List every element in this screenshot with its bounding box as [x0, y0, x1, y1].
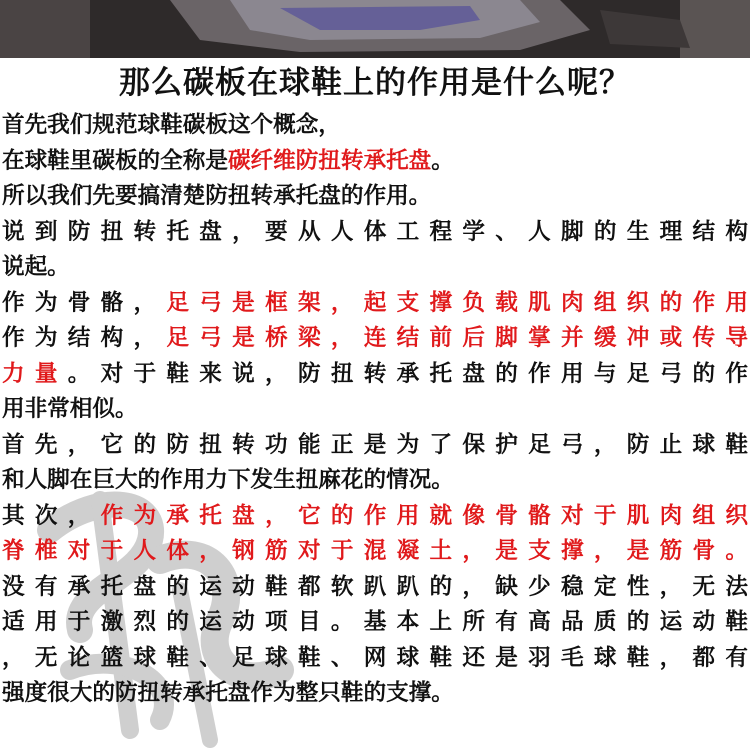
text-line	[2, 286, 748, 322]
text-line	[2, 428, 748, 464]
body-text-segment: 作为骨骼，	[2, 289, 167, 316]
text-line	[2, 499, 748, 535]
body-text-segment: 。对于鞋来说，防扭转承托盘的作用与足弓的作	[67, 360, 748, 387]
body-text-segment: 说起。	[2, 254, 70, 280]
shoe-sole-image	[0, 0, 750, 58]
body-text-segment: 。	[431, 147, 454, 174]
body-text-segment: 强度很大的防扭转承托盘作为整只鞋的支撑。	[2, 680, 454, 706]
text-line	[2, 570, 748, 606]
body-text-segment: 用非常相似。	[2, 396, 138, 422]
body-text-segment: ，无论篮球鞋、足球鞋、网球鞋还是羽毛球鞋，都有	[2, 644, 748, 671]
text-line	[2, 108, 748, 144]
text-line	[2, 179, 748, 215]
text-line	[2, 463, 748, 499]
highlight-text: 足弓是框架，起支撑负载肌肉组织的作用	[166, 289, 748, 316]
body-text-segment: 没有承托盘的运动鞋都软趴趴的，缺少稳定性，无法	[2, 573, 748, 600]
body-text-segment: 所以我们先要搞清楚防扭转承托盘的作用。	[2, 183, 432, 209]
body-text-segment: 首先我们规范球鞋碳板这个概念，	[2, 112, 341, 138]
highlight-text: 碳纤维防扭转承托盘	[227, 147, 432, 174]
body-text-segment: 在球鞋里碳板的全称是	[2, 147, 228, 174]
body-text-segment: 和人脚在巨大的作用力下发生扭麻花的情况。	[2, 467, 454, 493]
text-line	[2, 144, 748, 180]
text-line	[2, 605, 748, 641]
shoe-photo-strip	[0, 0, 750, 58]
text-line	[2, 676, 748, 712]
body-text-segment: 说到防扭转托盘，要从人体工程学、人脚的生理结构	[2, 218, 748, 245]
page-title: 那么碳板在球鞋上的作用是什么呢？	[119, 65, 631, 101]
text-line	[2, 392, 748, 428]
article-body	[2, 108, 748, 712]
text-line	[2, 321, 748, 357]
text-line	[2, 534, 748, 570]
highlight-text: 足弓是桥梁，连结前后脚掌并缓冲或传导	[166, 325, 748, 351]
highlight-text: 作为承托盘，它的作用就像骨骼对于肌肉组织	[100, 502, 748, 529]
body-text-segment: 其次，	[2, 502, 101, 529]
body-text-segment: 适用于激烈的运动项目。基本上所有高品质的运动鞋	[2, 609, 748, 635]
highlight-text: 脊椎对于人体，钢筋对于混凝土，是支撑，是筋骨。	[2, 538, 748, 564]
text-line	[2, 215, 748, 251]
text-line	[2, 250, 748, 286]
body-text-segment: 作为结构，	[2, 325, 167, 351]
text-line	[2, 641, 748, 677]
highlight-text: 力量	[2, 360, 68, 387]
body-text-segment: 首先，它的防扭转功能正是为了保护足弓，防止球鞋	[2, 431, 748, 458]
text-line	[2, 357, 748, 393]
